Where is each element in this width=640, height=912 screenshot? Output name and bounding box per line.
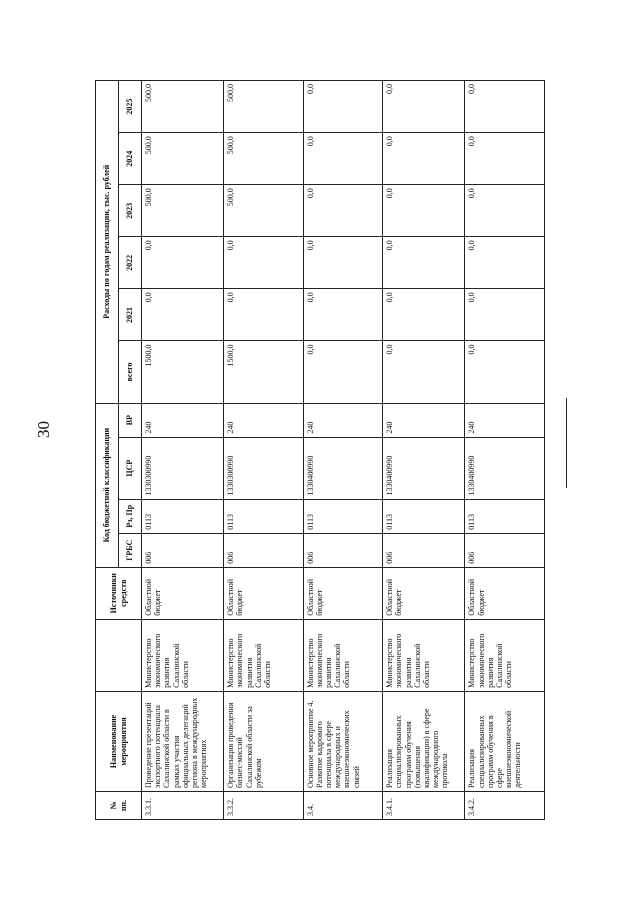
cell-rzpr: 0113 bbox=[142, 499, 224, 533]
header-source: Источники средств bbox=[96, 567, 142, 619]
header-rzpr: Рз, Пр bbox=[119, 499, 142, 533]
cell-csr: 1330300990 bbox=[142, 437, 224, 499]
cell-2024: 0,0 bbox=[383, 133, 465, 185]
cell-executor: Министерство экономического развития Сахалинской области bbox=[303, 619, 383, 691]
cell-name: Реализация специализированных программ обучения в сфере внешнеэкономической деятельности bbox=[465, 691, 545, 791]
cell-name: Проведение презентаций экспортного потенциала Сахалинской области в рамках участия официальных делегаций региона в международных мероприятиях bbox=[142, 691, 224, 791]
cell-2021: 0,0 bbox=[303, 289, 383, 341]
budget-table bbox=[95, 80, 545, 820]
cell-grbs: 006 bbox=[303, 533, 383, 567]
table-row bbox=[224, 81, 304, 820]
cell-total: 0,0 bbox=[465, 341, 545, 403]
cell-2021: 0,0 bbox=[142, 289, 224, 341]
rotated-table-container bbox=[95, 80, 545, 820]
table-row bbox=[383, 81, 465, 820]
cell-rzpr: 0113 bbox=[303, 499, 383, 533]
cell-csr: 1330400990 bbox=[465, 437, 545, 499]
cell-vr: 240 bbox=[465, 403, 545, 437]
cell-2022: 0,0 bbox=[383, 237, 465, 289]
cell-source: Областной бюджет bbox=[224, 567, 304, 619]
header-expenses-group: Расходы по годам реализации, тыс. рублей bbox=[96, 81, 119, 404]
cell-2022: 0,0 bbox=[224, 237, 304, 289]
cell-num: 3.4.2. bbox=[465, 791, 545, 819]
header-grbs: ГРБС bbox=[119, 533, 142, 567]
cell-num: 3.3.1. bbox=[142, 791, 224, 819]
cell-csr: 1330300990 bbox=[224, 437, 304, 499]
header-2021: 2021 bbox=[119, 289, 142, 341]
header-csr: ЦСР bbox=[119, 437, 142, 499]
cell-num: 3.3.2. bbox=[224, 791, 304, 819]
cell-executor: Министерство экономического развития Сахалинской области bbox=[142, 619, 224, 691]
cell-source: Областной бюджет bbox=[465, 567, 545, 619]
cell-rzpr: 0113 bbox=[224, 499, 304, 533]
cell-2021: 0,0 bbox=[465, 289, 545, 341]
cell-vr: 240 bbox=[303, 403, 383, 437]
cell-2025: 500,0 bbox=[224, 81, 304, 133]
header-num: № пп. bbox=[96, 791, 142, 819]
cell-2025: 500,0 bbox=[142, 81, 224, 133]
cell-rzpr: 0113 bbox=[383, 499, 465, 533]
cell-2021: 0,0 bbox=[383, 289, 465, 341]
cell-source: Областной бюджет bbox=[383, 567, 465, 619]
cell-vr: 240 bbox=[142, 403, 224, 437]
header-2025: 2025 bbox=[119, 81, 142, 133]
cell-csr: 1330400990 bbox=[383, 437, 465, 499]
margin-line bbox=[566, 398, 567, 488]
cell-rzpr: 0113 bbox=[465, 499, 545, 533]
cell-vr: 240 bbox=[224, 403, 304, 437]
cell-2024: 0,0 bbox=[465, 133, 545, 185]
cell-2023: 0,0 bbox=[465, 185, 545, 237]
cell-grbs: 006 bbox=[142, 533, 224, 567]
cell-total: 0,0 bbox=[383, 341, 465, 403]
cell-source: Областной бюджет bbox=[142, 567, 224, 619]
cell-csr: 1330400990 bbox=[303, 437, 383, 499]
cell-2022: 0,0 bbox=[465, 237, 545, 289]
header-code-group: Код бюджетной классификации bbox=[96, 403, 119, 567]
cell-total: 0,0 bbox=[303, 341, 383, 403]
cell-2023: 0,0 bbox=[303, 185, 383, 237]
cell-executor: Министерство экономического развития Сахалинской области bbox=[383, 619, 465, 691]
cell-2023: 500,0 bbox=[224, 185, 304, 237]
cell-num: 3.4.1. bbox=[383, 791, 465, 819]
cell-2022: 0,0 bbox=[303, 237, 383, 289]
header-2023: 2023 bbox=[119, 185, 142, 237]
cell-grbs: 006 bbox=[224, 533, 304, 567]
cell-2025: 0,0 bbox=[303, 81, 383, 133]
cell-2023: 500,0 bbox=[142, 185, 224, 237]
cell-2025: 0,0 bbox=[465, 81, 545, 133]
header-name: Наименование мероприятия bbox=[96, 691, 142, 791]
cell-2023: 0,0 bbox=[383, 185, 465, 237]
cell-2024: 0,0 bbox=[303, 133, 383, 185]
cell-total: 1500,0 bbox=[224, 341, 304, 403]
cell-2022: 0,0 bbox=[142, 237, 224, 289]
cell-name: Основное мероприятие 4. Развитие кадрового потенциала в сфере международных и внешнеэкономических связей bbox=[303, 691, 383, 791]
cell-2021: 0,0 bbox=[224, 289, 304, 341]
cell-executor: Министерство экономического развития Сахалинской области bbox=[224, 619, 304, 691]
header-total: всего bbox=[119, 341, 142, 403]
header-2022: 2022 bbox=[119, 237, 142, 289]
cell-total: 1500,0 bbox=[142, 341, 224, 403]
cell-grbs: 006 bbox=[383, 533, 465, 567]
header-2024: 2024 bbox=[119, 133, 142, 185]
cell-name: Организация проведения бизнес-миссий Сахалинской области за рубежом bbox=[224, 691, 304, 791]
cell-grbs: 006 bbox=[465, 533, 545, 567]
table-row bbox=[142, 81, 224, 820]
cell-executor: Министерство экономического развития Сахалинской области bbox=[465, 619, 545, 691]
cell-name: Реализация специализированных программ обучения (повышения квалификации) в сфере международного протокола bbox=[383, 691, 465, 791]
page-number: 30 bbox=[34, 421, 53, 438]
header-executor bbox=[96, 619, 142, 691]
table-row bbox=[303, 81, 383, 820]
header-vr: ВР bbox=[119, 403, 142, 437]
cell-vr: 240 bbox=[383, 403, 465, 437]
cell-2024: 500,0 bbox=[224, 133, 304, 185]
cell-source: Областной бюджет bbox=[303, 567, 383, 619]
cell-2024: 500,0 bbox=[142, 133, 224, 185]
table-row bbox=[465, 81, 545, 820]
cell-2025: 0,0 bbox=[383, 81, 465, 133]
cell-num: 3.4. bbox=[303, 791, 383, 819]
